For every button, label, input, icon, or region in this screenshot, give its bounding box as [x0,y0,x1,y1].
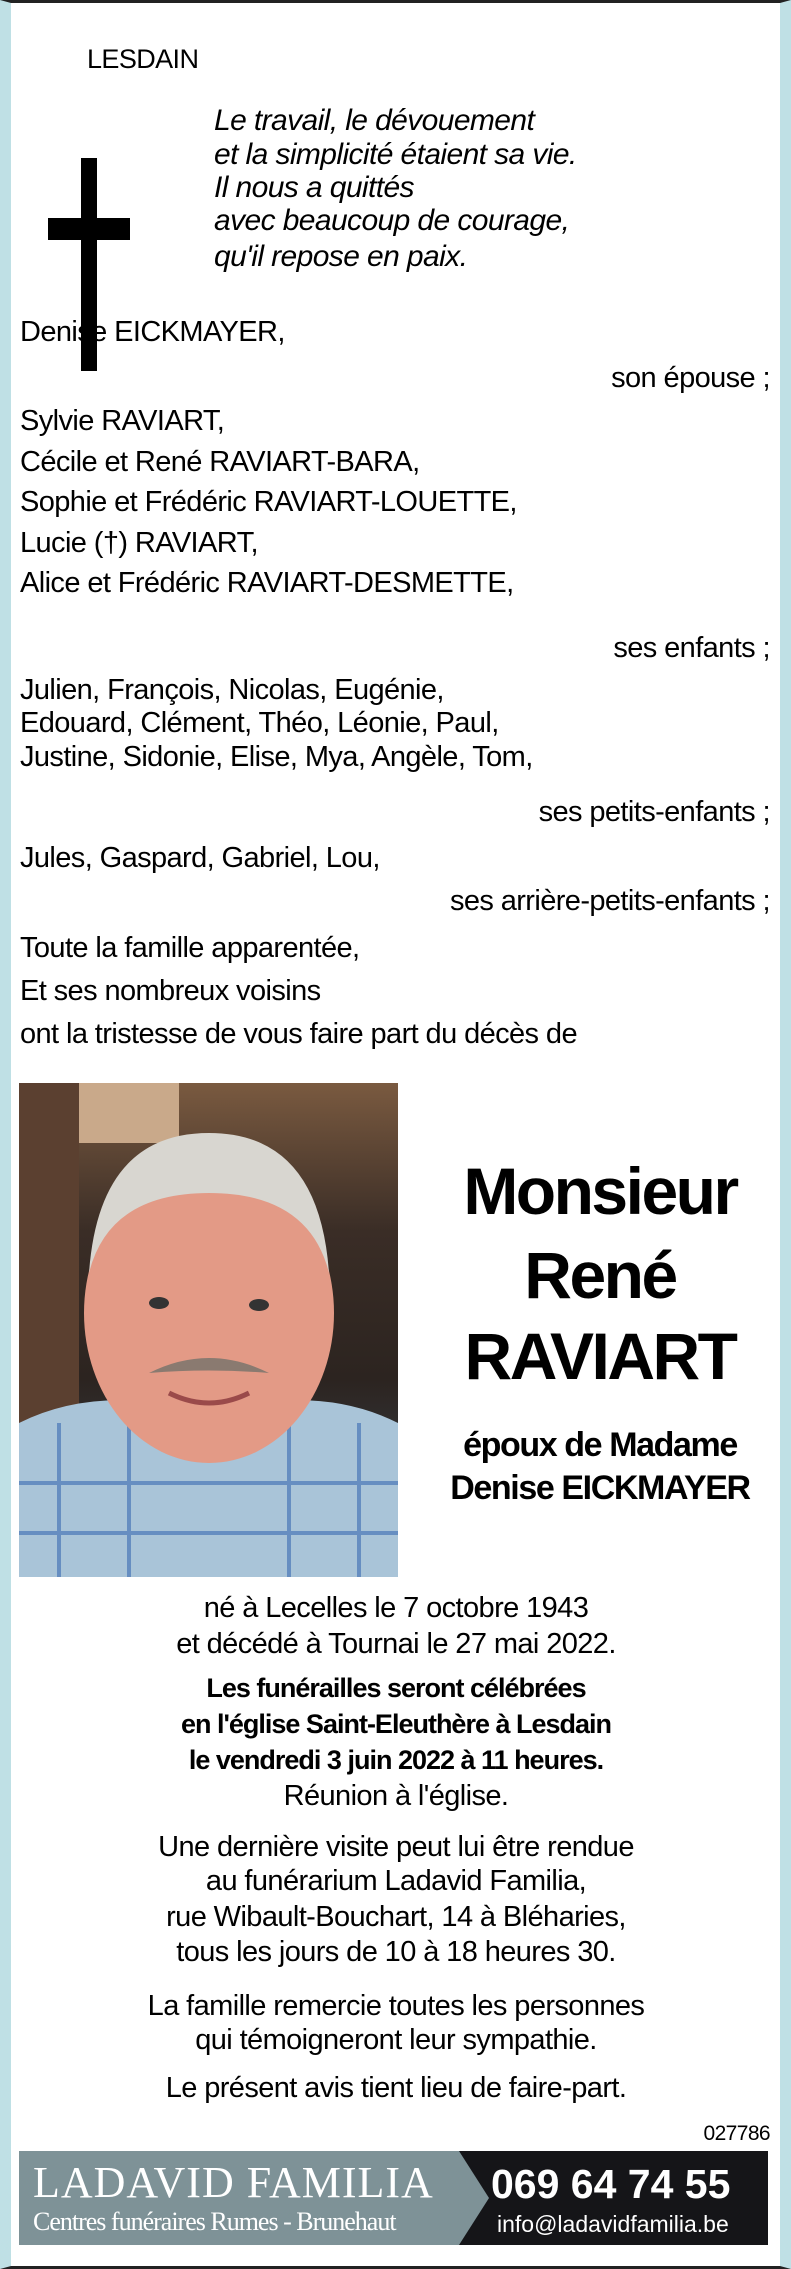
verse-line: Il nous a quittés [214,171,414,204]
thanks-line: La famille remercie toutes les personnes [147,1990,645,2022]
thanks-line: qui témoigneront leur sympathie. [195,2024,597,2056]
visit-line: au funérarium Ladavid Familia, [205,1865,587,1897]
child-name: Sylvie RAVIART, [20,405,225,437]
verse-line: avec beaucoup de courage, [214,204,570,237]
visit-line: rue Wibault-Bouchart, 14 à Bléharies, [166,1901,626,1933]
death-info: et décédé à Tournai le 27 mai 2022. [176,1628,616,1660]
great-grandchildren-role: ses arrière-petits-enfants ; [449,885,770,917]
deceased-title: Monsieur [463,1154,737,1228]
funeral-line: en l'église Saint-Eleuthère à Lesdain [180,1709,612,1739]
birth-info: né à Lecelles le 7 octobre 1943 [203,1592,589,1624]
verse-line: Le travail, le dévouement [214,104,535,137]
grandchildren-line: Justine, Sidonie, Elise, Mya, Angèle, Tom, [20,741,533,773]
child-name: Sophie et Frédéric RAVIART-LOUETTE, [20,486,517,518]
spouse-role: son épouse ; [611,362,770,394]
spouse-line: époux de Madame [463,1426,737,1464]
notice-line: Le présent avis tient lieu de faire-part. [165,2072,627,2104]
visit-line: tous les jours de 10 à 18 heures 30. [176,1936,616,1968]
email-address[interactable]: info@ladavidfamilia.be [497,2211,729,2237]
visit-line: Une dernière visite peut lui être rendue [158,1831,634,1863]
deceased-first-name: René [524,1238,676,1312]
grandchildren-line: Edouard, Clément, Théo, Léonie, Paul, [20,707,499,739]
verse-line: qu'il repose en paix. [214,240,468,273]
children-role: ses enfants ; [613,632,770,664]
child-name: Alice et Frédéric RAVIART-DESMETTE, [20,567,514,599]
child-name: Cécile et René RAVIART-BARA, [20,446,420,478]
meeting-info: Réunion à l'église. [283,1780,509,1812]
child-name: Lucie (†) RAVIART, [20,527,258,559]
closing-line: ont la tristesse de vous faire part du décès de [20,1018,577,1050]
funeral-home-banner [19,2151,768,2245]
deceased-last-name: RAVIART [464,1319,736,1393]
location: LESDAIN [87,44,199,74]
closing-line: Toute la famille apparentée, [20,932,360,964]
verse-line: et la simplicité étaient sa vie. [214,138,577,171]
deceased-photo [19,1083,398,1577]
spouse-name: Denise EICKMAYER, [20,316,285,348]
grandchildren-line: Julien, François, Nicolas, Eugénie, [20,674,444,706]
brand-tagline: Centres funéraires Rumes - Brunehaut [33,2207,396,2236]
brand-name: LADAVID FAMILIA [33,2158,434,2207]
reference-number: 027786 [703,2122,770,2145]
great-grandchildren-line: Jules, Gaspard, Gabriel, Lou, [20,842,380,874]
closing-line: Et ses nombreux voisins [20,975,321,1007]
phone-number[interactable]: 069 64 74 55 [491,2161,731,2207]
funeral-line: le vendredi 3 juin 2022 à 11 heures. [188,1745,604,1775]
spouse-line: Denise EICKMAYER [450,1469,750,1507]
grandchildren-role: ses petits-enfants ; [538,796,770,828]
funeral-line: Les funérailles seront célébrées [206,1673,586,1703]
